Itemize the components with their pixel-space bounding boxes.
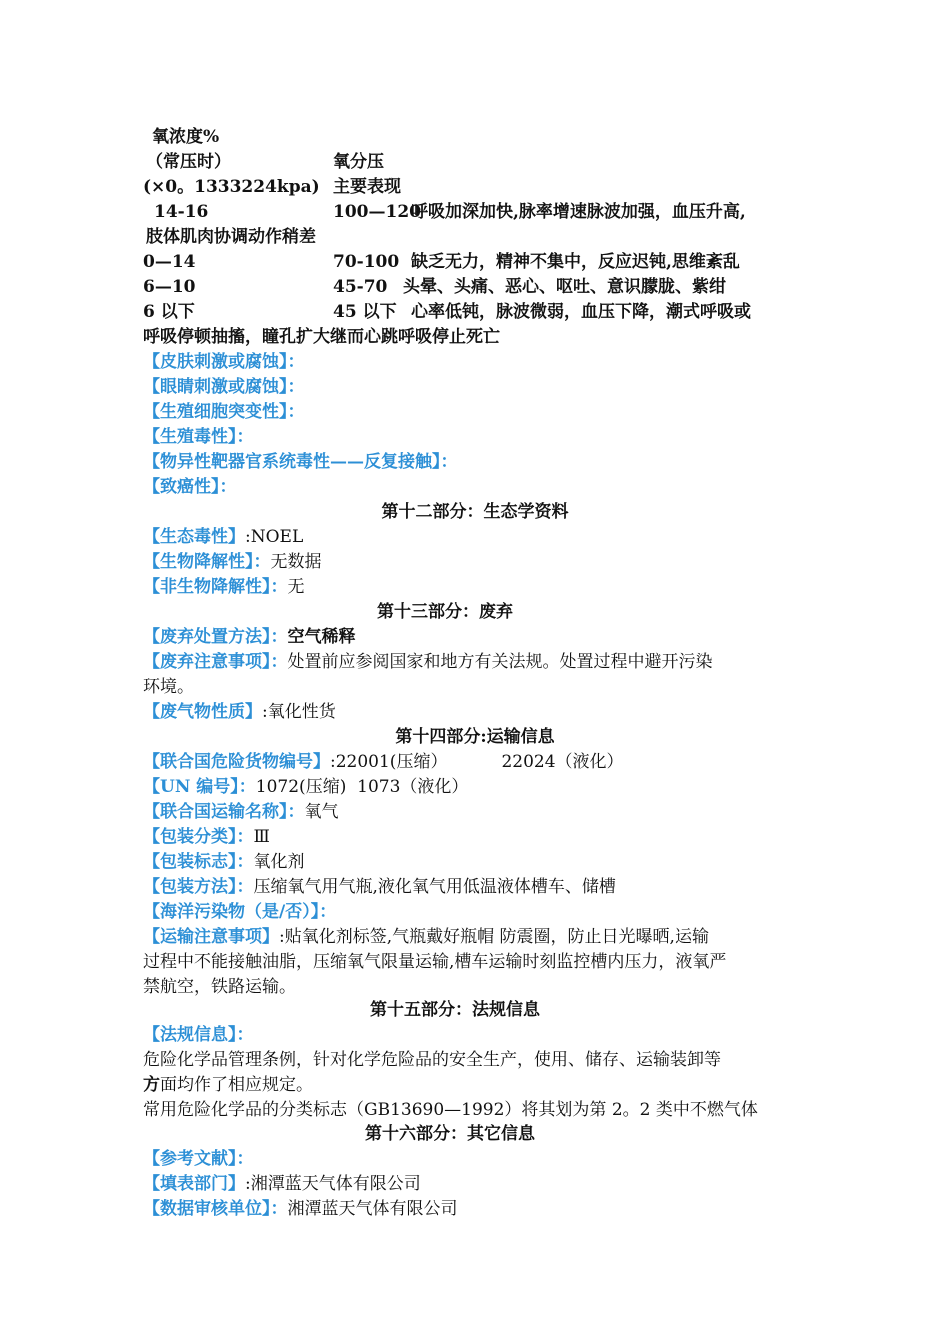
- regulatory-para-1: 危险化学品管理条例，针对化学危险品的安全生产，使用、储存、运输装卸等: [143, 1050, 721, 1070]
- regulatory-para-3: 常用危险化学品的分类标志（GB13690—1992）将其划为第 2。2 类中不燃气体: [143, 1100, 758, 1120]
- transport-notice-label: 【运输注意事项】: [143, 927, 279, 947]
- disposal-method-row: [143, 625, 356, 650]
- disposal-notice-row: [143, 650, 713, 675]
- un-dangerous-goods-label: 【联合国危险货物编号】: [143, 752, 330, 772]
- disposal-notice-value: 处置前应参阅国家和地方有关法规。处置过程中避开污染: [287, 652, 713, 672]
- ecotoxicity-value: :NOEL: [245, 527, 304, 547]
- table-row-4-pressure: 45 以下: [333, 302, 397, 322]
- disposal-method-value: 空气稀释: [287, 627, 356, 647]
- data-review-unit-value: 湘潭蓝天气体有限公司: [287, 1199, 458, 1219]
- abiotic-degradability-label: 【非生物降解性】：: [143, 577, 288, 597]
- disposal-notice-cont: 环境。: [143, 677, 194, 697]
- packing-mark-row: [143, 850, 305, 875]
- transport-notice-value: :贴氧化剂标签,气瓶戴好瓶帽 防震圈，防止日光曝晒,运输: [279, 927, 709, 947]
- table-header-normal-pressure: （常压时）: [146, 152, 231, 172]
- target-organ-toxicity-label: 【物异性靶器官系统毒性——反复接触】：: [143, 452, 458, 472]
- table-row-1-symptoms-cont: 肢体肌肉协调动作稍差: [146, 227, 316, 247]
- table-header-unit: (×0。1333224kpa): [143, 177, 320, 197]
- un-number-label: 【UN 编号】：: [143, 777, 256, 797]
- form-department-label: 【填表部门】: [143, 1174, 245, 1194]
- abiotic-degradability-value: 无: [287, 577, 305, 597]
- packing-group-value: Ⅲ: [253, 827, 270, 847]
- transport-notice-row: [143, 925, 709, 950]
- table-row-2-pressure: 70-100: [333, 252, 400, 272]
- section-15-title: 第十五部分：法规信息: [370, 1000, 540, 1020]
- table-header-oxygen-concentration: 氧浓度%: [152, 127, 220, 147]
- germ-cell-mutagenicity-label: 【生殖细胞突变性】：: [143, 402, 305, 422]
- ecotoxicity-row: [143, 525, 303, 550]
- un-shipping-name-value: 氧气: [304, 802, 339, 822]
- skin-irritation-label: 【皮肤刺激或腐蚀】：: [143, 352, 305, 372]
- packing-method-value: 压缩氧气用气瓶,液化氧气用低温液体槽车、储槽: [253, 877, 616, 897]
- abiotic-degradability-row: [143, 575, 305, 600]
- table-row-3-symptoms: 头晕、头痛、恶心、呕吐、意识朦胧、紫绀: [403, 277, 726, 297]
- table-header-main-symptoms: 主要表现: [333, 177, 401, 197]
- biodegradability-row: [143, 550, 322, 575]
- section-13-title: 第十三部分：废弃: [377, 602, 513, 622]
- un-dangerous-goods-row: [143, 750, 624, 775]
- form-department-row: [143, 1172, 421, 1197]
- un-number-value: 1072(压缩) 1073（液化）: [255, 777, 469, 797]
- table-row-2-symptoms: 缺乏无力，精神不集中，反应迟钝,思维紊乱: [411, 252, 740, 272]
- packing-group-row: [143, 825, 270, 850]
- packing-group-label: 【包装分类】：: [143, 827, 254, 847]
- marine-pollutant-label: 【海洋污染物（是/否）】：: [143, 902, 337, 922]
- table-row-2-concentration: 0—14: [143, 252, 196, 272]
- un-shipping-name-row: [143, 800, 339, 825]
- transport-notice-cont-1: 过程中不能接触油脂，压缩氧气限量运输,槽车运输时刻监控槽内压力，液氧严: [143, 952, 727, 972]
- disposal-notice-label: 【废弃注意事项】：: [143, 652, 288, 672]
- packing-method-row: [143, 875, 616, 900]
- section-14-title: 第十四部分:运输信息: [395, 727, 555, 747]
- table-row-1-pressure: 100—120: [333, 202, 421, 222]
- table-row-1-symptoms: 呼吸加深加快,脉率增速脉波加强，血压升高,: [411, 202, 746, 222]
- disposal-method-label: 【废弃处置方法】：: [143, 627, 288, 647]
- reproductive-toxicity-label: 【生殖毒性】：: [143, 427, 254, 447]
- table-header-oxygen-partial-pressure: 氧分压: [333, 152, 384, 172]
- section-12-title: 第十二部分：生态学资料: [381, 502, 569, 522]
- regulatory-para-2-rest: 面均作了相应规定。: [160, 1075, 313, 1095]
- data-review-unit-label: 【数据审核单位】：: [143, 1199, 288, 1219]
- data-review-unit-row: [143, 1197, 458, 1222]
- regulatory-info-label: 【法规信息】：: [143, 1025, 254, 1045]
- references-label: 【参考文献】：: [143, 1149, 254, 1169]
- table-row-1-concentration: 14-16: [154, 202, 209, 222]
- packing-method-label: 【包装方法】：: [143, 877, 254, 897]
- biodegradability-value: 无数据: [270, 552, 322, 572]
- un-dangerous-goods-value: :22001(压缩） 22024（液化）: [330, 752, 624, 772]
- ecotoxicity-label: 【生态毒性】: [143, 527, 245, 547]
- table-row-3-concentration: 6—10: [143, 277, 196, 297]
- un-number-row: [143, 775, 468, 800]
- marine-pollutant-row: [143, 900, 336, 925]
- waste-nature-value: :氧化性货: [262, 702, 336, 722]
- references-row: [143, 1147, 254, 1172]
- form-department-value: :湘潭蓝天气体有限公司: [245, 1174, 421, 1194]
- waste-nature-row: [143, 700, 336, 725]
- table-row-4-concentration: 6 以下: [143, 302, 195, 322]
- regulatory-para-2-first: 方: [143, 1075, 160, 1095]
- table-row-4-symptoms-cont: 呼吸停顿抽搐，瞳孔扩大继而心跳呼吸停止死亡: [143, 327, 500, 347]
- regulatory-para-2: [143, 1073, 313, 1098]
- table-row-3-pressure: 45-70: [333, 277, 388, 297]
- carcinogenicity-label: 【致癌性】：: [143, 477, 237, 497]
- packing-mark-value: 氧化剂: [253, 852, 305, 872]
- un-shipping-name-label: 【联合国运输名称】：: [143, 802, 305, 822]
- section-16-title: 第十六部分：其它信息: [365, 1124, 535, 1144]
- transport-notice-cont-2: 禁航空，铁路运输。: [143, 977, 296, 997]
- biodegradability-label: 【生物降解性】：: [143, 552, 271, 572]
- waste-nature-label: 【废气物性质】: [143, 702, 262, 722]
- packing-mark-label: 【包装标志】：: [143, 852, 254, 872]
- table-row-4-symptoms: 心率低钝，脉波微弱，血压下降，潮式呼吸或: [411, 302, 751, 322]
- eye-irritation-label: 【眼睛刺激或腐蚀】：: [143, 377, 305, 397]
